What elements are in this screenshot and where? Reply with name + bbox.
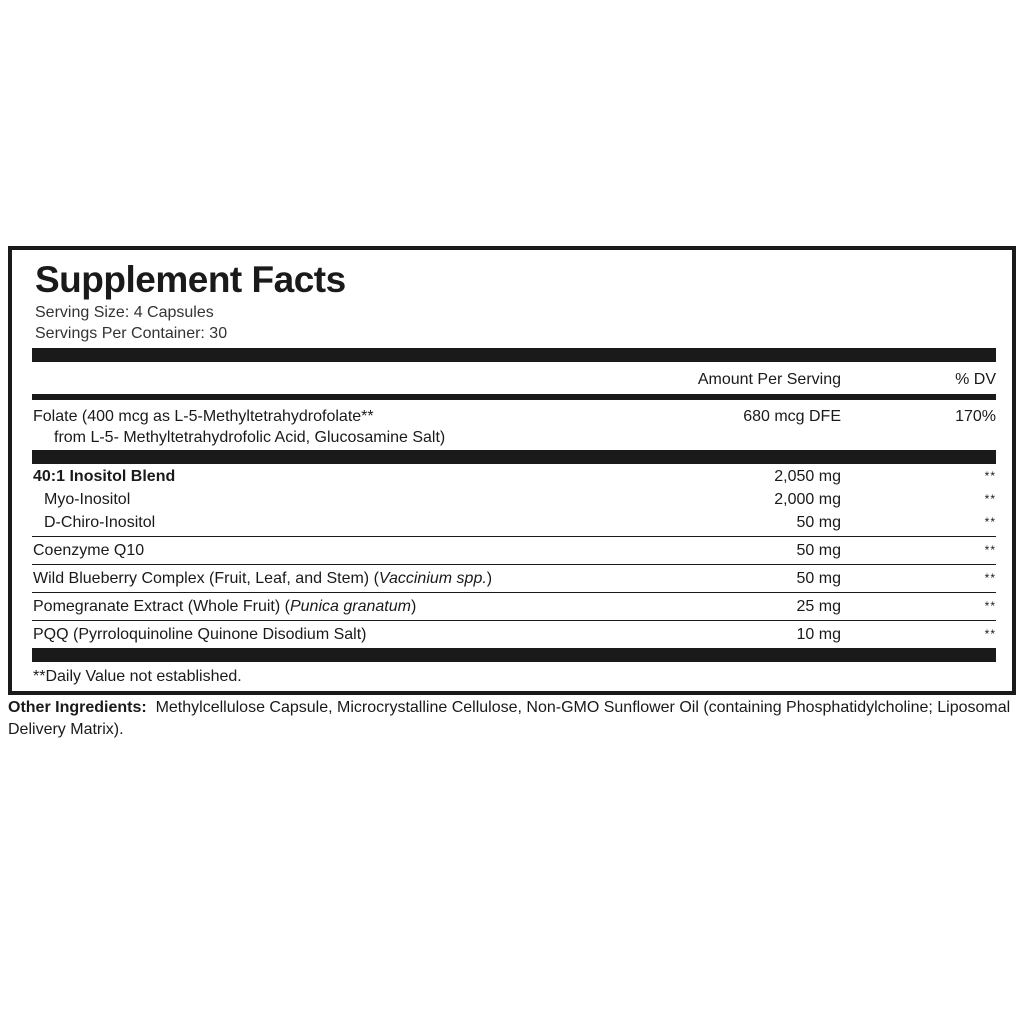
footnote: **Daily Value not established. — [33, 668, 242, 685]
servings-per-container: Servings Per Container: 30 — [35, 325, 228, 342]
row-divider — [32, 536, 996, 537]
blend-dv: ** — [984, 469, 996, 483]
other-ingredients — [8, 697, 1018, 741]
blend-item-amount: 50 mg — [796, 514, 841, 531]
folate-name: Folate (400 mcg as L-5-Methyltetrahydrofolate** — [33, 408, 374, 425]
amount-header: Amount Per Serving — [697, 371, 841, 388]
row-divider — [32, 592, 996, 593]
other-ingredients-text: Methylcellulose Capsule, Microcrystalline Cellulose, Non-GMO Sunflower Oil (containing Phosphatidylcholine; Liposomal Delivery Matrix). — [8, 699, 1011, 738]
blend-item-dv: ** — [984, 515, 996, 529]
panel-title: Supplement Facts — [35, 259, 346, 300]
serving-size: Serving Size: 4 Capsules — [35, 304, 214, 321]
supplement-facts-panel — [8, 246, 1016, 695]
ingredient-name: Pomegranate Extract (Whole Fruit) (Punica granatum) — [33, 598, 417, 615]
medium-divider — [32, 394, 996, 400]
ingredient-dv: ** — [984, 627, 996, 641]
blend-item-dv: ** — [984, 492, 996, 506]
dv-header: % DV — [955, 371, 996, 388]
ingredient-name: PQQ (Pyrroloquinoline Quinone Disodium Salt) — [33, 626, 367, 643]
ingredient-dv: ** — [984, 599, 996, 613]
ingredient-dv: ** — [984, 571, 996, 585]
ingredient-name: Wild Blueberry Complex (Fruit, Leaf, and Stem) (Vaccinium spp.) — [33, 570, 493, 587]
folate-amount: 680 mcg DFE — [743, 408, 841, 425]
panel-inner — [32, 250, 996, 691]
row-divider — [32, 564, 996, 565]
thick-divider — [32, 648, 996, 662]
ingredient-amount: 25 mg — [796, 598, 841, 615]
thick-divider — [32, 450, 996, 464]
thick-divider — [32, 348, 996, 362]
row-divider — [32, 620, 996, 621]
blend-item-amount: 2,000 mg — [774, 491, 841, 508]
folate-source: from L-5- Methyltetrahydrofolic Acid, Glucosamine Salt) — [54, 429, 446, 446]
blend-amount: 2,050 mg — [774, 468, 841, 485]
ingredient-amount: 10 mg — [796, 626, 841, 643]
blend-name: 40:1 Inositol Blend — [33, 468, 176, 485]
ingredient-amount: 50 mg — [796, 570, 841, 587]
folate-dv: 170% — [955, 408, 996, 425]
blend-item-name: D-Chiro-Inositol — [44, 514, 156, 531]
other-ingredients-label: Other Ingredients: — [8, 699, 147, 716]
ingredient-amount: 50 mg — [796, 542, 841, 559]
ingredient-name: Coenzyme Q10 — [33, 542, 145, 559]
blend-item-name: Myo-Inositol — [44, 491, 131, 508]
ingredient-dv: ** — [984, 543, 996, 557]
